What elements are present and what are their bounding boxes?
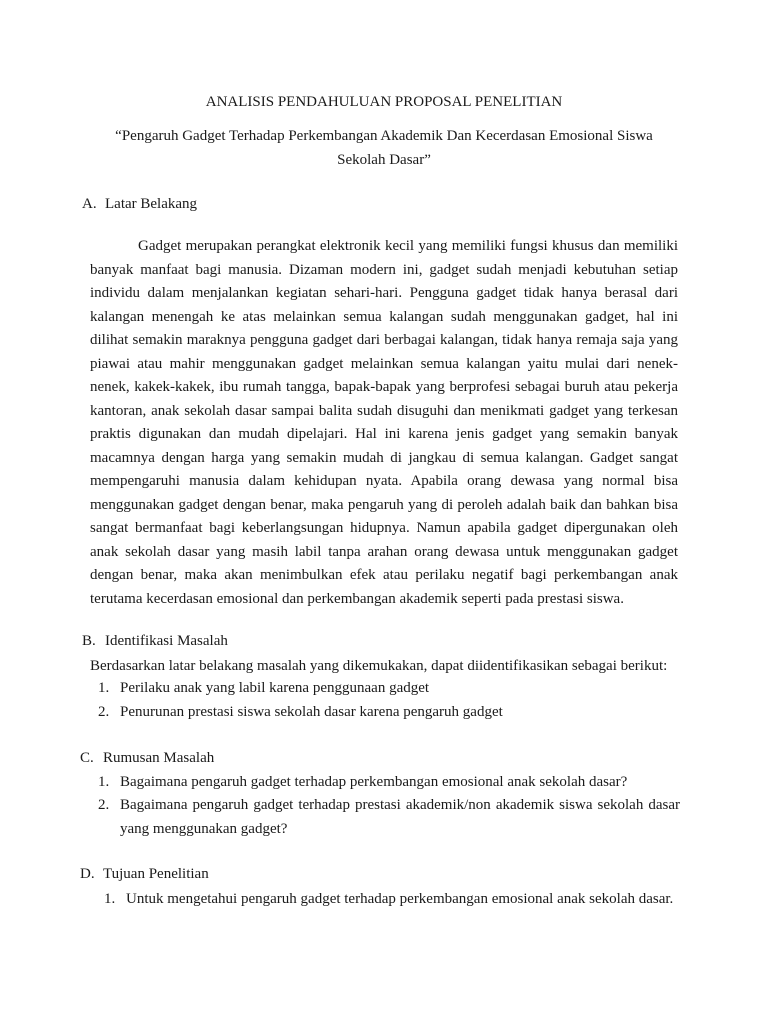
section-a-letter: A. xyxy=(82,196,97,212)
section-c-title: Rumusan Masalah xyxy=(103,750,215,766)
list-item-text: Penurunan prestasi siswa sekolah dasar karena pengaruh gadget xyxy=(120,704,503,720)
section-a-title: Latar Belakang xyxy=(105,196,198,212)
subtitle-line-2: Sekolah Dasar” xyxy=(337,152,431,168)
list-item-text: Perilaku anak yang labil karena penggunaan gadget xyxy=(120,680,430,696)
list-item-text: Bagaimana pengaruh gadget terhadap perkembangan emosional anak sekolah dasar? xyxy=(120,774,628,790)
list-item xyxy=(104,887,694,911)
section-b-letter: B. xyxy=(82,633,96,649)
list-item xyxy=(98,700,658,724)
section-a-paragraph: Gadget merupakan perangkat elektronik kecil yang memiliki fungsi khusus dan memiliki banyak manfaat bagi manusia. Dizaman modern ini, gadget sudah menjadi kebutuhan setiap individu dalam menjalankan kegiatan sehari-hari. Pengguna gadget tidak hanya berasal dari kalangan menengah ke atas melainkan semua kalangan sudah menggunakan gadget, hal ini dilihat semakin maraknya pengguna gadget dari berbagai kalangan, tidak hanya remaja saja yang piawai atau mahir menggunakan gadget melainkan semua kalangan yaitu mulai dari nenek-nenek, kakek-kakek, ibu rumah tangga, bapak-bapak yang berprofesi sebagai buruh atau pekerja kantoran, anak sekolah dasar sampai balita sudah disuguhi dan menikmati gadget yang terkesan praktis digunakan dan mudah dipelajari. Hal ini karena jenis gadget yang semakin banyak macamnya dengan harga yang semakin mudah di jangkau di semua kalangan. Gadget sangat mempengaruhi manusia dalam kehidupan nyata. Apabila orang dewasa yang normal bisa menggunakan gadget dengan benar, maka pengaruh yang di peroleh adalah baik dan bahkan bisa sangat bermanfaat bagi keberlangsungan hidupnya. Namun apabila gadget dipergunakan oleh anak sekolah dasar yang masih labil tanpa arahan orang dewasa untuk menggunakan gadget dengan benar, maka akan menimbulkan efek atau perilaku negatif bagi perkembangan anak terutama kecerdasan emosional dan perkembangan akademik seperti pada prestasi siswa. xyxy=(90,238,678,607)
section-d-heading xyxy=(80,864,209,884)
section-b-title: Identifikasi Masalah xyxy=(105,633,228,649)
document-subtitle xyxy=(90,124,678,172)
list-item-number: 1. xyxy=(98,774,110,790)
list-item-number: 1. xyxy=(98,680,110,696)
section-c-heading xyxy=(80,748,214,768)
section-c-letter: C. xyxy=(80,750,94,766)
list-item xyxy=(98,793,680,841)
list-item xyxy=(98,676,658,700)
section-d-title: Tujuan Penelitian xyxy=(103,866,209,882)
list-item-number: 1. xyxy=(104,891,116,907)
section-d-letter: D. xyxy=(80,866,95,882)
list-item-text: Untuk mengetahui pengaruh gadget terhadap perkembangan emosional anak sekolah dasar. xyxy=(126,891,674,907)
list-item-number: 2. xyxy=(98,797,110,813)
subtitle-line-1: “Pengaruh Gadget Terhadap Perkembangan Akademik Dan Kecerdasan Emosional Siswa xyxy=(115,128,653,144)
section-a-heading xyxy=(82,194,197,214)
list-item-number: 2. xyxy=(98,704,110,720)
section-b-heading xyxy=(82,631,228,651)
document-title: ANALISIS PENDAHULUAN PROPOSAL PENELITIAN xyxy=(205,94,563,110)
section-b-intro: Berdasarkan latar belakang masalah yang dikemukakan, dapat diidentifikasikan sebagai berikut: xyxy=(90,658,668,674)
list-item xyxy=(98,770,680,794)
list-item-text: Bagaimana pengaruh gadget terhadap prestasi akademik/non akademik siswa sekolah dasar yang menggunakan gadget? xyxy=(120,797,680,837)
